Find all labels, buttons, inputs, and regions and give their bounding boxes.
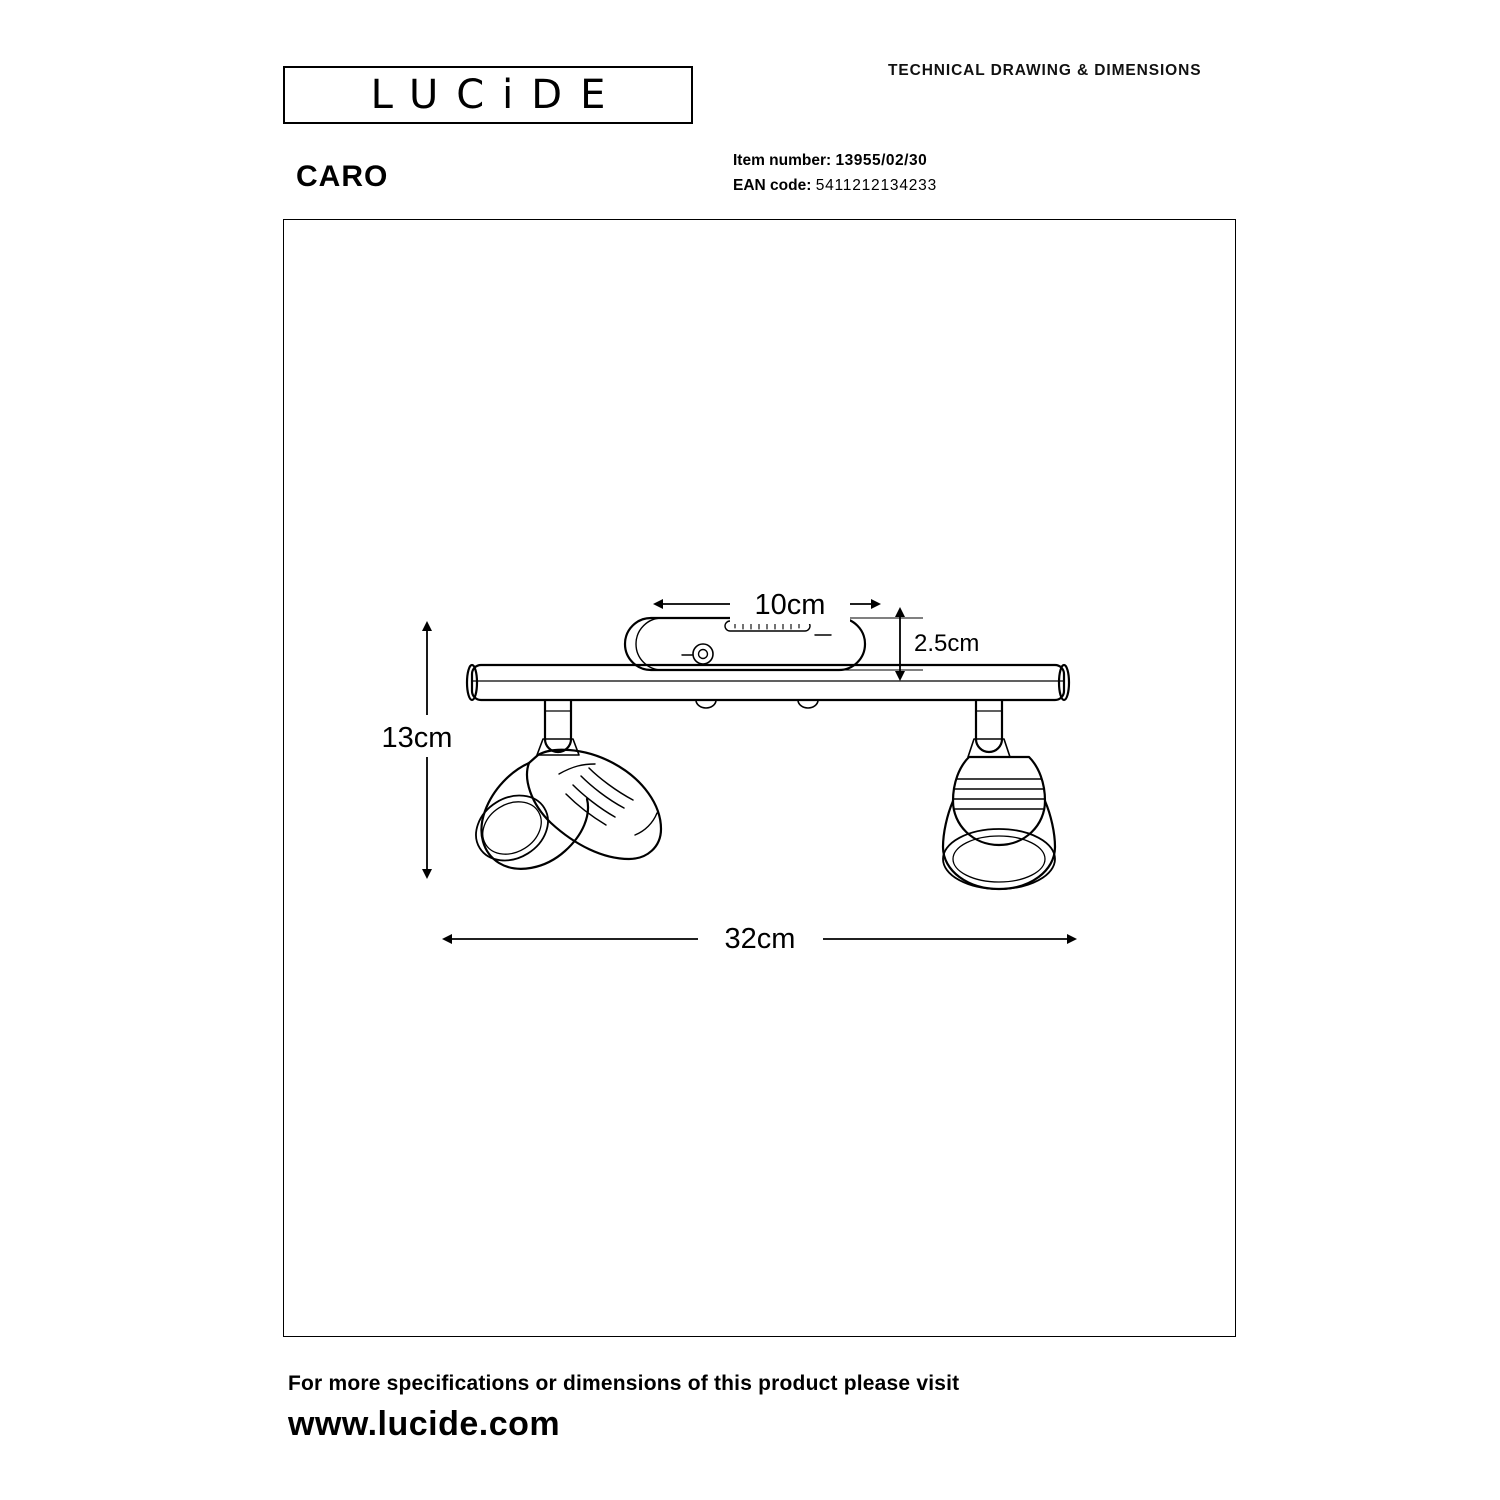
item-number <box>733 152 927 170</box>
ean-code-label: EAN code: <box>733 177 812 194</box>
ean-code <box>733 177 937 195</box>
footer-cta-text: For more specifications or dimensions of this product please visit <box>288 1372 960 1395</box>
item-number-label: Item number: <box>733 152 832 169</box>
product-name: CARO <box>296 160 389 193</box>
dimension-label-32cm: 32cm <box>724 923 796 955</box>
dimension-label-13cm: 13cm <box>381 722 453 754</box>
ean-code-value: 5411212134233 <box>815 177 938 194</box>
dimension-label-25cm: 2.5cm <box>914 630 980 657</box>
brand-logo-box <box>283 66 693 124</box>
item-number-value: 13955/02/30 <box>835 152 928 169</box>
footer-website-link[interactable]: www.lucide.com <box>288 1405 561 1443</box>
brand-logo-text: LUCiDE <box>370 72 624 118</box>
section-title: TECHNICAL DRAWING & DIMENSIONS <box>888 62 1202 79</box>
dimension-label-10cm: 10cm <box>754 589 826 621</box>
product-technical-drawing <box>283 219 1236 1337</box>
